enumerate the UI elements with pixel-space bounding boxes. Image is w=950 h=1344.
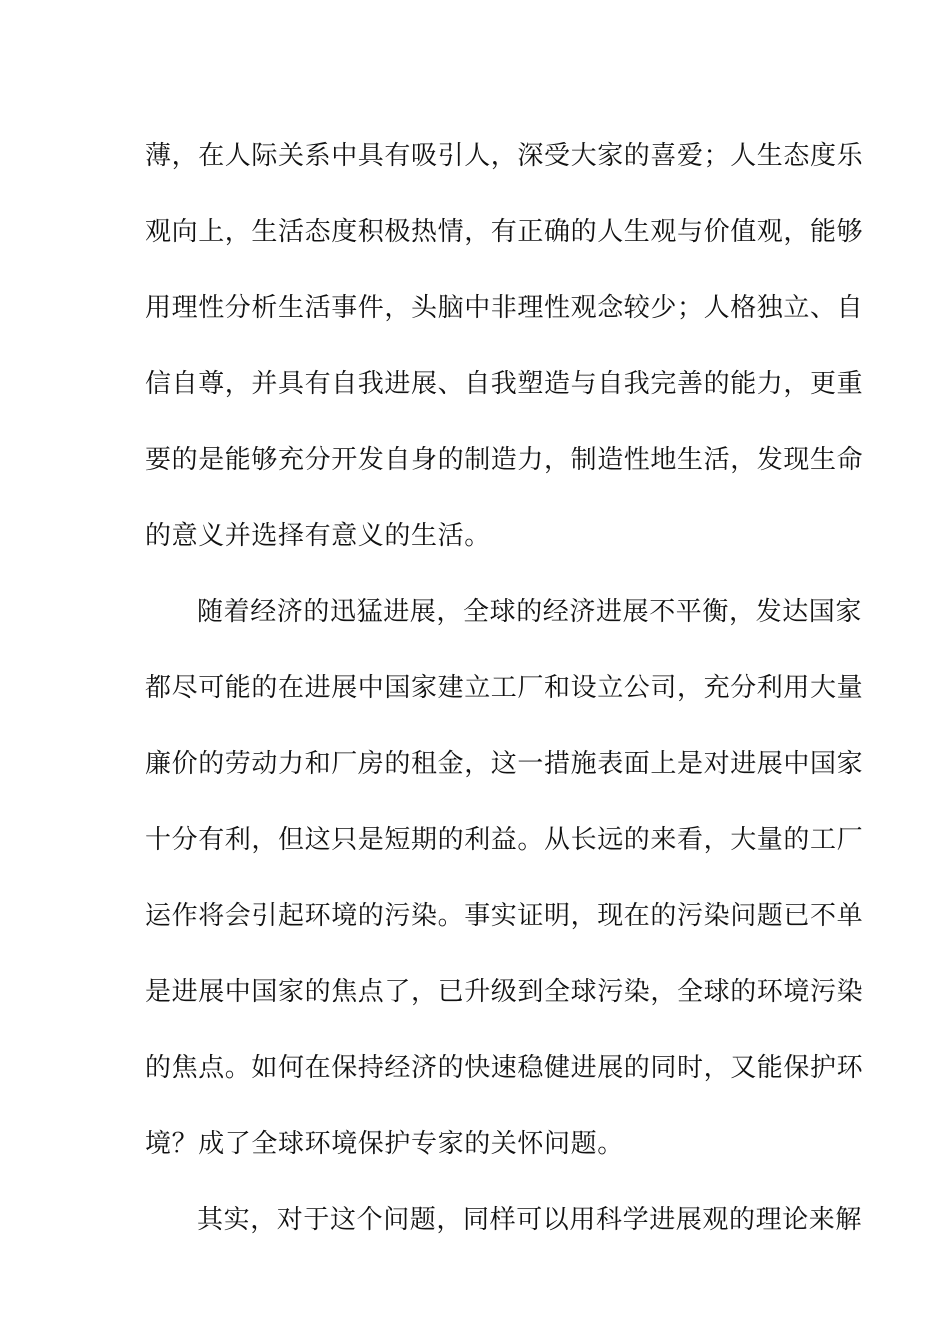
text-line: 观向上，生活态度积极热情，有正确的人生观与价值观，能够 <box>145 217 864 247</box>
text-line: 十分有利，但这只是短期的利益。从长远的来看，大量的工厂 <box>145 825 864 855</box>
text-line: 廉价的劳动力和厂房的租金，这一措施表面上是对进展中国家 <box>145 749 864 779</box>
text-line: 的意义并选择有意义的生活。 <box>145 521 491 551</box>
body-text <box>145 130 864 1270</box>
text-line: 信自尊，并具有自我进展、自我塑造与自我完善的能力，更重 <box>145 369 864 399</box>
text-line: 运作将会引起环境的污染。事实证明，现在的污染问题已不单 <box>145 901 864 931</box>
text-line: 都尽可能的在进展中国家建立工厂和设立公司，充分利用大量 <box>145 673 864 703</box>
text-line: 境？成了全球环境保护专家的关怀问题。 <box>145 1129 624 1159</box>
text-line: 要的是能够充分开发自身的制造力，制造性地生活，发现生命 <box>145 445 864 475</box>
paragraph-first-line: 随着经济的迅猛进展，全球的经济进展不平衡，发达国家 <box>197 597 863 627</box>
text-line: 薄，在人际关系中具有吸引人，深受大家的喜爱；人生态度乐 <box>145 141 864 171</box>
text-line: 的焦点。如何在保持经济的快速稳健进展的同时，又能保护环 <box>145 1053 864 1083</box>
text-line: 是进展中国家的焦点了，已升级到全球污染，全球的环境污染 <box>145 977 864 1007</box>
text-line: 用理性分析生活事件，头脑中非理性观念较少；人格独立、自 <box>145 293 864 323</box>
paragraph-first-line: 其实，对于这个问题，同样可以用科学进展观的理论来解 <box>197 1205 863 1235</box>
